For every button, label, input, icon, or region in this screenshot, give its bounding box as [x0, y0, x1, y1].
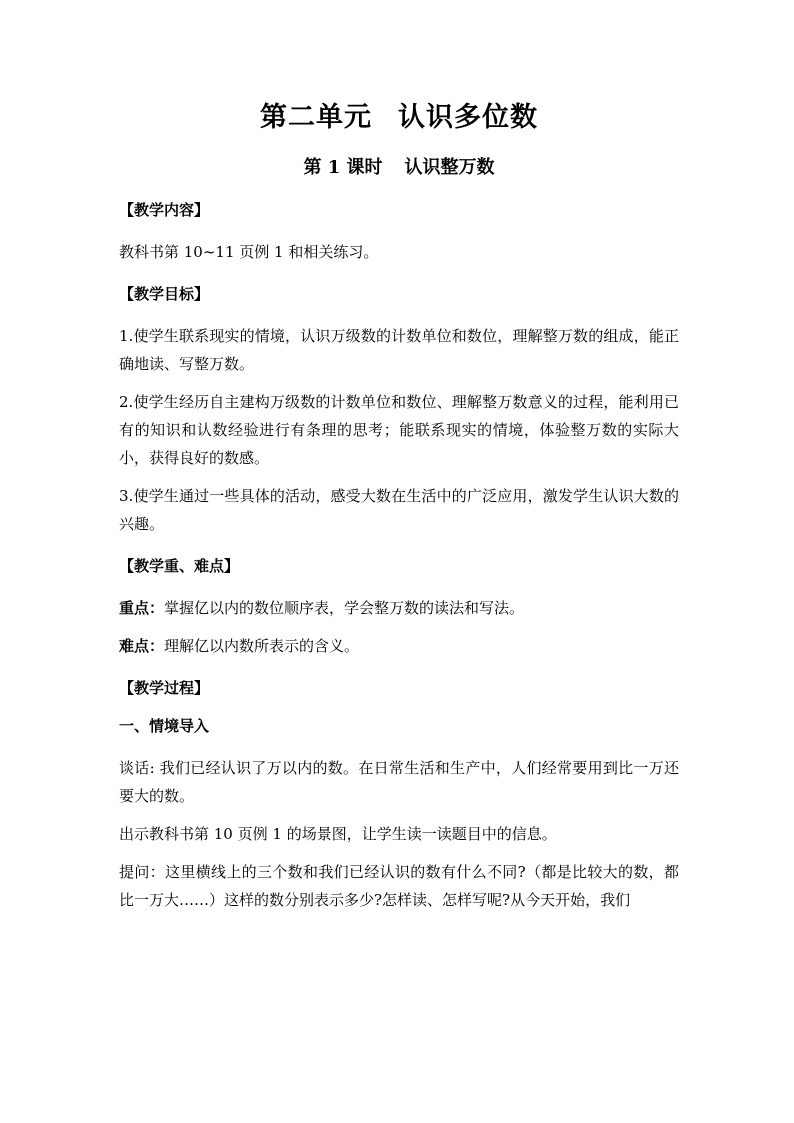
step-heading-intro: 一、情境导入: [119, 717, 210, 735]
section-heading-goals: 【教学目标】: [119, 285, 210, 303]
content-paragraph: 教科书第 10~11 页例 1 和相关练习。: [119, 243, 379, 261]
unit-name: 认识多位数: [398, 102, 538, 133]
key-point-text: 掌握亿以内的数位顺序表，学会整万数的读法和写法。: [164, 599, 525, 617]
lesson-title: [119, 154, 679, 182]
document-body: [119, 98, 679, 914]
goal-paragraph-3: 3.使学生通过一些具体的活动，感受大数在生活中的广泛应用，激发学生认识大数的兴趣。: [119, 487, 679, 533]
section-heading-process: 【教学过程】: [119, 679, 210, 697]
lesson-number: 第 1 课时: [303, 157, 383, 178]
difficult-point-label: 难点：: [119, 637, 165, 655]
section-heading-content: 【教学内容】: [119, 201, 210, 219]
unit-title: [119, 98, 679, 138]
intro-paragraph-1: 谈话: 我们已经认识了万以内的数。在日常生活和生产中，人们经常要用到比一万还要大的数。: [119, 759, 679, 805]
goal-paragraph-1: 1.使学生联系现实的情境，认识万级数的计数单位和数位，理解整万数的组成，能正确地读、写整万数。: [119, 327, 679, 373]
intro-paragraph-3: 提问：这里横线上的三个数和我们已经认识的数有什么不同?（都是比较大的数，都比一万大……）这样的数分别表示多少?怎样读、怎样写呢?从今天开始，我们: [119, 863, 679, 909]
difficult-point-paragraph: [119, 632, 679, 660]
key-point-paragraph: [119, 594, 679, 622]
unit-number: 第二单元: [260, 102, 372, 133]
section-heading-keypoints: 【教学重、难点】: [119, 557, 240, 575]
lesson-name: 认识整万数: [404, 157, 495, 178]
key-point-label: 重点：: [119, 599, 165, 617]
intro-paragraph-2: 出示教科书第 10 页例 1 的场景图，让学生读一读题目中的信息。: [119, 825, 557, 843]
goal-paragraph-2: 2.使学生经历自主建构万级数的计数单位和数位、理解整万数意义的过程，能利用已有的知识和认数经验进行有条理的思考；能联系现实的情境，体验整万数的实际大小，获得良好的数感。: [119, 393, 679, 467]
difficult-point-text: 理解亿以内数所表示的含义。: [164, 637, 360, 655]
